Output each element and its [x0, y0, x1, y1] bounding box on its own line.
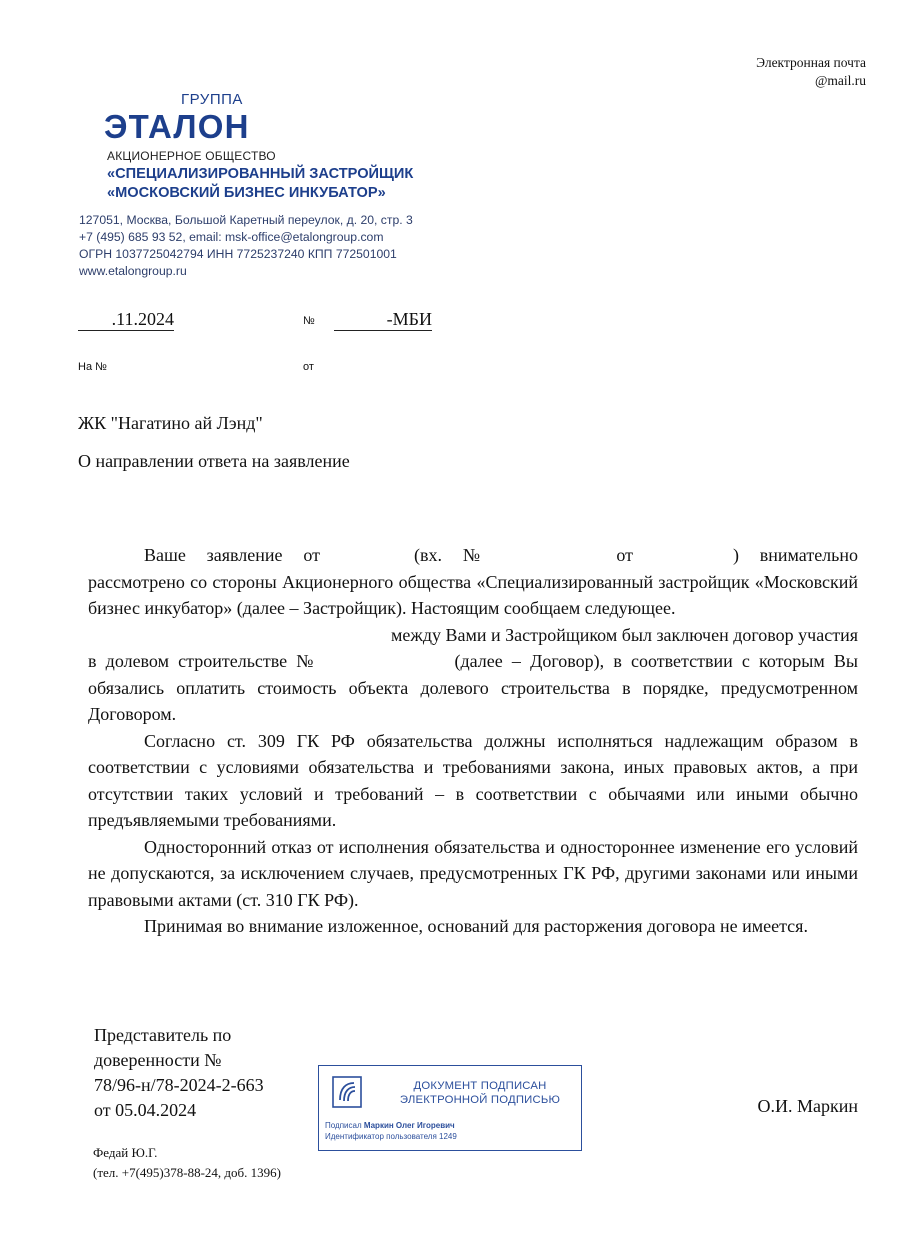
- rep-line2: доверенности №: [94, 1050, 222, 1070]
- representative-block: [94, 1023, 264, 1123]
- paragraph-1: [88, 542, 858, 569]
- company-registration: ОГРН 1037725042794 ИНН 7725237240 КПП 772501001: [79, 247, 397, 261]
- letter-body: [88, 542, 858, 940]
- recipient: ЖК "Нагатино ай Лэнд": [78, 413, 263, 433]
- company-name-line2: «МОСКОВСКИЙ БИЗНЕС ИНКУБАТОР»: [107, 185, 386, 201]
- subject: О направлении ответа на заявление: [78, 451, 350, 471]
- outgoing-date: .11.2024: [78, 308, 174, 331]
- stamp-signed-by-name: Маркин Олег Игоревич: [363, 1121, 455, 1130]
- paragraph-4: Односторонний отказ от исполнения обязательства и одностороннее изменение его условий не допускаются, за исключением случаев, предусмотренных ГК РФ, другими законами или иными правовыми актами (ст. 310 ГК РФ).: [88, 836, 858, 910]
- p1-part-d: ) внимательно: [732, 545, 859, 565]
- company-name-line1: «СПЕЦИАЛИЗИРОВАННЫЙ ЗАСТРОЙЩИК: [107, 166, 414, 182]
- company-website: www.etalongroup.ru: [79, 264, 187, 278]
- paragraph-2: [88, 648, 858, 728]
- signer-name: О.И. Маркин: [757, 1096, 858, 1116]
- stamp-user-id: Идентификатор пользователя 1249: [325, 1132, 457, 1141]
- stamp-signed-by-label: Подписал: [325, 1121, 362, 1130]
- rep-line1: Представитель по: [94, 1025, 232, 1045]
- stamp-title: [387, 1079, 573, 1107]
- company-contacts: [79, 212, 413, 280]
- signature-logo-icon: [332, 1076, 362, 1108]
- company-address: 127051, Москва, Большой Каретный переулок, д. 20, стр. 3: [79, 213, 413, 227]
- p2-part-c: (далее – Договор), в соответствии с которым Вы обязались оплатить стоимость объекта долевого строительства в порядке, предусмотренном Договором.: [88, 651, 859, 724]
- paragraph-2-lead: между Вами и Застройщиком был заключен договор участия: [391, 624, 858, 645]
- outgoing-number: -МБИ: [334, 308, 432, 331]
- executor-phone: (тел. +7(495)378-88-24, доб. 1396): [93, 1165, 281, 1180]
- paragraph-1-rest: рассмотрено со стороны Акционерного общества «Специализированный застройщик «Московский бизнес инкубатор» (далее – Застройщик). Настоящим сообщаем следующее.: [88, 571, 858, 618]
- company-name: [107, 165, 413, 203]
- stamp-title-line2: ЭЛЕКТРОННОЙ ПОДПИСЬЮ: [399, 1094, 561, 1106]
- email-label: Электронная почта: [756, 55, 866, 70]
- p2-part-b: в долевом строительстве №: [88, 651, 319, 671]
- rep-line3: 78/96-н/78-2024-2-663: [94, 1075, 264, 1095]
- email-value: @mail.ru: [814, 73, 866, 88]
- company-type: АКЦИОНЕРНОЕ ОБЩЕСТВО: [107, 149, 276, 163]
- executor-name: Федай Ю.Г.: [93, 1145, 158, 1160]
- company-phone-email: +7 (495) 685 93 52, email: msk-office@etalongroup.com: [79, 230, 384, 244]
- brand-logo-text: ЭТАЛОН: [104, 108, 250, 145]
- paragraph-3: Согласно ст. 309 ГК РФ обязательства должны исполняться надлежащим образом в соответствии с условиями обязательства и требованиями закона, иных правовых актов, а при отсутствии таких условий и требований – в соответствии с обычаями или иными обычно предъявляемыми требованиями.: [88, 730, 858, 830]
- electronic-signature-stamp: [318, 1065, 582, 1151]
- stamp-signer-info: [325, 1120, 457, 1142]
- reference-from-label: от: [303, 361, 314, 373]
- p1-part-a: Ваше заявление от: [144, 545, 320, 565]
- executor-block: [93, 1143, 281, 1183]
- reference-number-label: На №: [78, 361, 107, 373]
- outgoing-number-label: №: [303, 315, 315, 327]
- group-label: ГРУППА: [181, 91, 243, 108]
- email-block: [756, 54, 866, 90]
- paragraph-5: Принимая во внимание изложенное, оснований для расторжения договора не имеется.: [144, 916, 808, 936]
- stamp-title-line1: ДОКУМЕНТ ПОДПИСАН: [413, 1080, 547, 1092]
- p1-part-b: (вх. №: [414, 545, 497, 565]
- rep-line4: от 05.04.2024: [94, 1100, 197, 1120]
- p1-part-c: от: [616, 545, 633, 565]
